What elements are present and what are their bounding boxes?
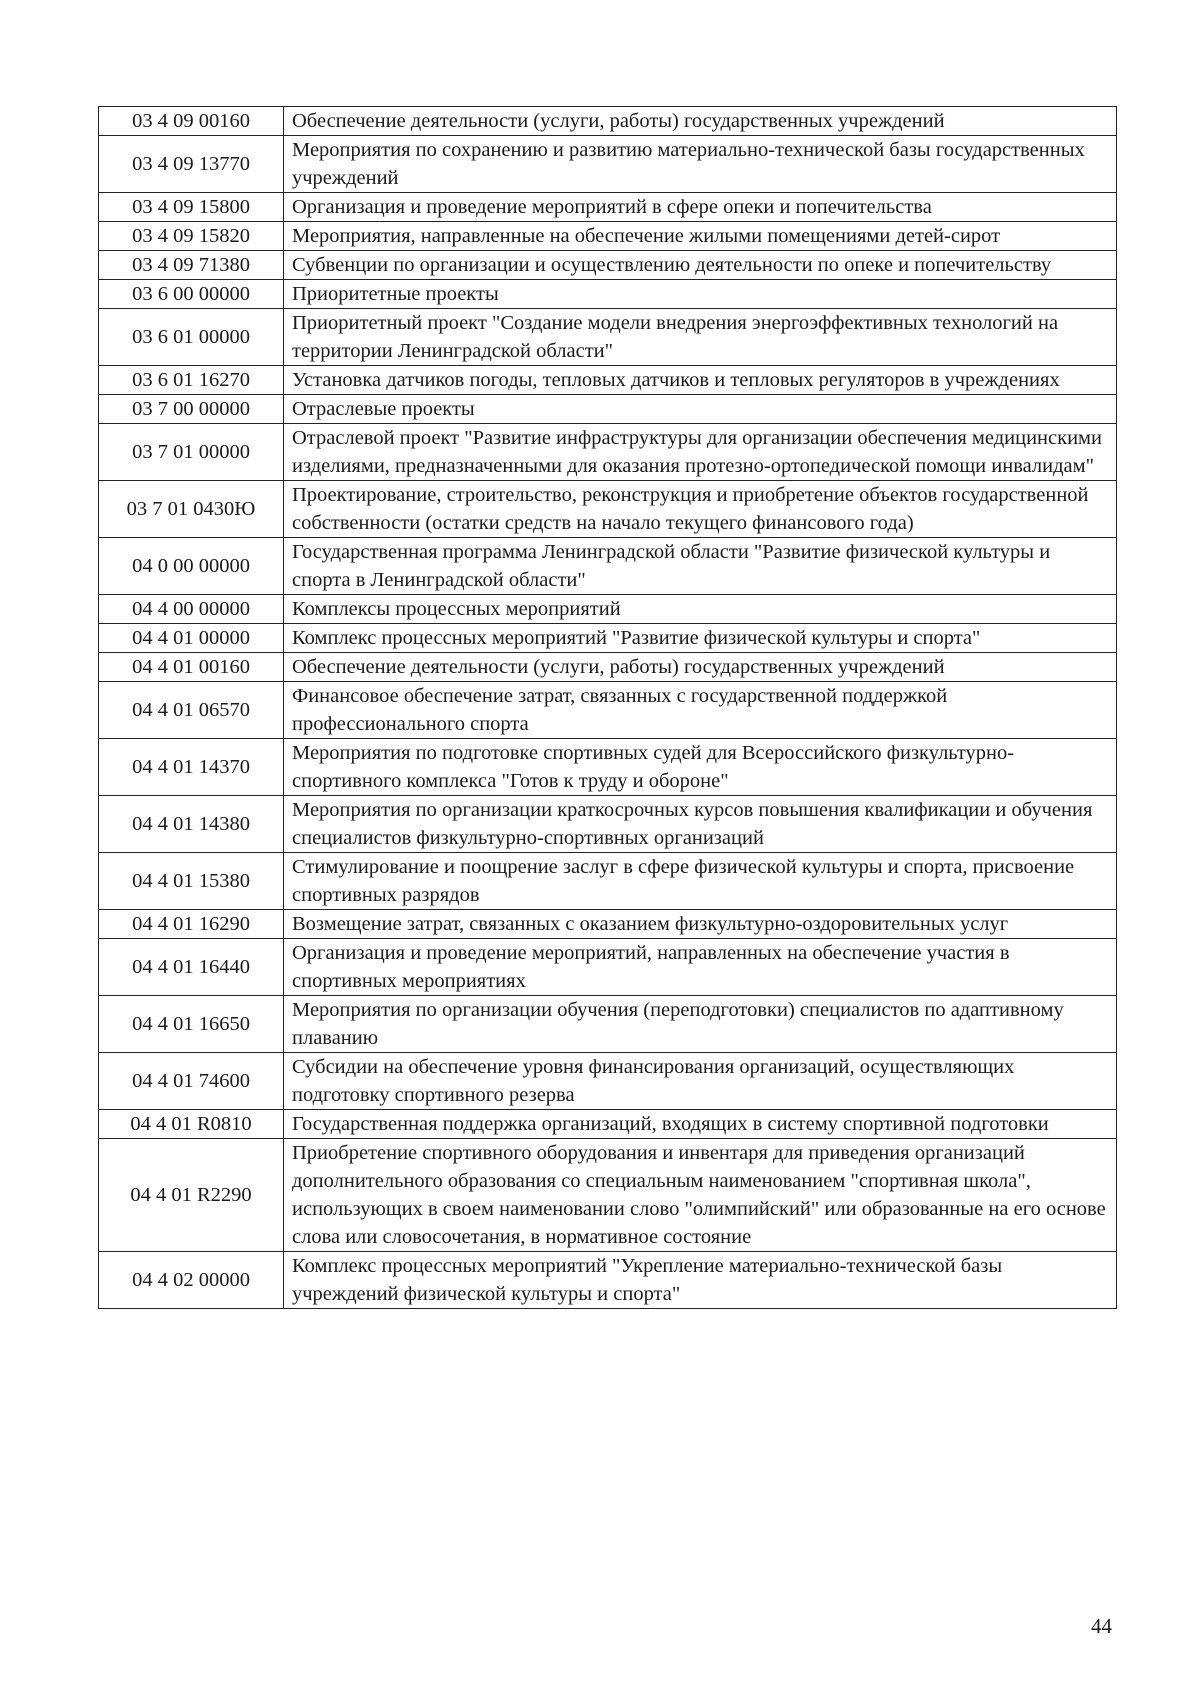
row-name: Мероприятия по организации краткосрочных курсов повышения квалификации и обучения специалистов физкультурно-спортивных организаций: [284, 796, 1117, 853]
row-name: Комплекс процессных мероприятий "Развитие физической культуры и спорта": [284, 624, 1117, 653]
table-row: [99, 1252, 1117, 1309]
table-row: [99, 682, 1117, 739]
table-row: [99, 251, 1117, 280]
table-row: [99, 1053, 1117, 1110]
table-row: [99, 136, 1117, 193]
row-code: 03 4 09 00160: [99, 107, 284, 136]
row-code: 03 7 00 00000: [99, 395, 284, 424]
row-name: Проектирование, строительство, реконструкция и приобретение объектов государственной собственности (остатки средств на начало текущего финансового года): [284, 481, 1117, 538]
row-code: 04 4 01 14370: [99, 739, 284, 796]
row-name: Государственная программа Ленинградской области "Развитие физической культуры и спорта в Ленинградской области": [284, 538, 1117, 595]
row-code: 04 4 01 16650: [99, 996, 284, 1053]
row-name: Возмещение затрат, связанных с оказанием физкультурно-оздоровительных услуг: [284, 910, 1117, 939]
row-code: 03 4 09 15820: [99, 222, 284, 251]
row-code: 04 4 01 74600: [99, 1053, 284, 1110]
row-name: Мероприятия по организации обучения (переподготовки) специалистов по адаптивному плаванию: [284, 996, 1117, 1053]
page-number: 44: [1091, 1614, 1112, 1638]
row-code: 03 4 09 71380: [99, 251, 284, 280]
table-row: [99, 1139, 1117, 1252]
row-code: 04 4 01 00160: [99, 653, 284, 682]
table-row: [99, 624, 1117, 653]
row-code: 04 4 01 16440: [99, 939, 284, 996]
row-code: 04 4 01 14380: [99, 796, 284, 853]
row-name: Субвенции по организации и осуществлению деятельности по опеке и попечительству: [284, 251, 1117, 280]
table-row: [99, 739, 1117, 796]
table-row: [99, 481, 1117, 538]
row-code: 03 6 00 00000: [99, 280, 284, 309]
table-row: [99, 309, 1117, 366]
row-name: Приоритетный проект "Создание модели внедрения энергоэффективных технологий на территории Ленинградской области": [284, 309, 1117, 366]
row-name: Мероприятия по подготовке спортивных судей для Всероссийского физкультурно-спортивного комплекса "Готов к труду и обороне": [284, 739, 1117, 796]
row-name: Мероприятия, направленные на обеспечение жилыми помещениями детей-сирот: [284, 222, 1117, 251]
row-code: 04 4 01 R0810: [99, 1110, 284, 1139]
row-name: Обеспечение деятельности (услуги, работы) государственных учреждений: [284, 107, 1117, 136]
row-name: Мероприятия по сохранению и развитию материально-технической базы государственных учреждений: [284, 136, 1117, 193]
row-name: Обеспечение деятельности (услуги, работы) государственных учреждений: [284, 653, 1117, 682]
row-name: Стимулирование и поощрение заслуг в сфере физической культуры и спорта, присвоение спортивных разрядов: [284, 853, 1117, 910]
table-row: [99, 395, 1117, 424]
row-name: Отраслевой проект "Развитие инфраструктуры для организации обеспечения медицинскими изделиями, предназначенными для оказания протезно-ортопедической помощи инвалидам": [284, 424, 1117, 481]
row-name: Субсидии на обеспечение уровня финансирования организаций, осуществляющих подготовку спортивного резерва: [284, 1053, 1117, 1110]
table-row: [99, 222, 1117, 251]
table-row: [99, 910, 1117, 939]
row-code: 04 4 01 00000: [99, 624, 284, 653]
table-row: [99, 280, 1117, 309]
row-code: 04 4 01 15380: [99, 853, 284, 910]
row-code: 04 4 00 00000: [99, 595, 284, 624]
row-code: 03 7 01 0430Ю: [99, 481, 284, 538]
row-code: 04 4 01 R2290: [99, 1139, 284, 1252]
row-name: Финансовое обеспечение затрат, связанных с государственной поддержкой профессионального спорта: [284, 682, 1117, 739]
table-row: [99, 538, 1117, 595]
row-code: 03 7 01 00000: [99, 424, 284, 481]
row-code: 03 4 09 15800: [99, 193, 284, 222]
row-code: 04 4 01 16290: [99, 910, 284, 939]
table-row: [99, 424, 1117, 481]
row-name: Государственная поддержка организаций, входящих в систему спортивной подготовки: [284, 1110, 1117, 1139]
table-row: [99, 595, 1117, 624]
row-name: Отраслевые проекты: [284, 395, 1117, 424]
row-name: Комплекс процессных мероприятий "Укрепление материально-технической базы учреждений физической культуры и спорта": [284, 1252, 1117, 1309]
table-row: [99, 853, 1117, 910]
row-code: 04 4 02 00000: [99, 1252, 284, 1309]
row-code: 04 4 01 06570: [99, 682, 284, 739]
table-row: [99, 796, 1117, 853]
table-row: [99, 193, 1117, 222]
table-body: [99, 107, 1117, 1309]
row-name: Организация и проведение мероприятий в сфере опеки и попечительства: [284, 193, 1117, 222]
row-name: Организация и проведение мероприятий, направленных на обеспечение участия в спортивных мероприятиях: [284, 939, 1117, 996]
row-name: Приобретение спортивного оборудования и инвентаря для приведения организаций дополнительного образования со специальным наименованием "спортивная школа", использующих в своем наименовании слово "олимпийский" или образованные на его основе слова или словосочетания, в нормативное состояние: [284, 1139, 1117, 1252]
table-row: [99, 366, 1117, 395]
row-name: Комплексы процессных мероприятий: [284, 595, 1117, 624]
row-code: 03 4 09 13770: [99, 136, 284, 193]
table-row: [99, 996, 1117, 1053]
row-name: Приоритетные проекты: [284, 280, 1117, 309]
table-row: [99, 1110, 1117, 1139]
row-code: 03 6 01 16270: [99, 366, 284, 395]
row-name: Установка датчиков погоды, тепловых датчиков и тепловых регуляторов в учреждениях: [284, 366, 1117, 395]
table-row: [99, 107, 1117, 136]
row-code: 04 0 00 00000: [99, 538, 284, 595]
table-row: [99, 939, 1117, 996]
row-code: 03 6 01 00000: [99, 309, 284, 366]
table-row: [99, 653, 1117, 682]
budget-code-table: [98, 106, 1117, 1309]
